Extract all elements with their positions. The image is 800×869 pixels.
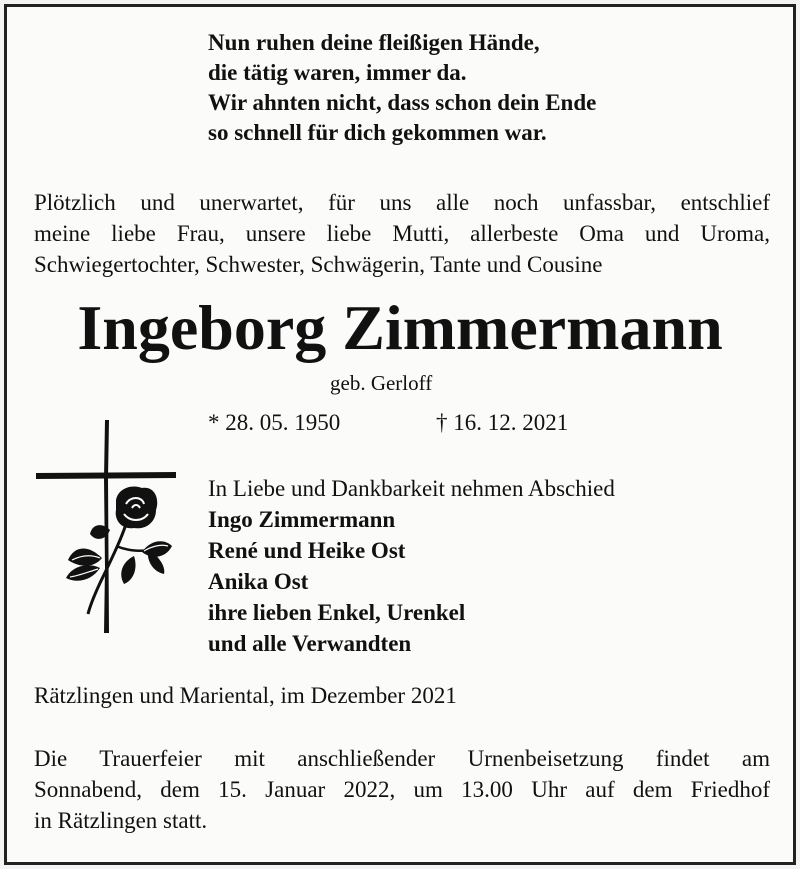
maiden-name: geb. Gerloff [330,371,433,395]
announcement-text [34,187,770,280]
service-line: in Rätzlingen statt. [34,808,208,833]
farewell-section [208,473,615,659]
mourner-name: René und Heike Ost [208,538,406,563]
poem-line: die tätig waren, immer da. [208,60,467,85]
poem [208,28,596,148]
deceased-name: Ingeborg Zimmermann [77,292,723,363]
service-line: Die Trauerfeier mit anschließender Urnenbeisetzung findet am [34,746,770,771]
birth-date: * 28. 05. 1950 [208,410,341,435]
funeral-service-text [34,743,770,836]
announcement-line: Schwiegertochter, Schwester, Schwägerin, Tante und Cousine [34,252,603,277]
farewell-intro: In Liebe und Dankbarkeit nehmen Abschied [208,476,615,501]
cross-with-rose-icon [30,418,180,638]
mourner-name: Anika Ost [208,569,309,594]
place-and-date: Rätzlingen und Mariental, im Dezember 2021 [34,683,457,708]
poem-line: Wir ahnten nicht, dass schon dein Ende [208,90,597,115]
poem-line: Nun ruhen deine fleißigen Hände, [208,30,540,55]
announcement-line: Plötzlich und unerwartet, für uns alle noch unfassbar, entschlief [34,190,770,215]
announcement-line: meine liebe Frau, unsere liebe Mutti, allerbeste Oma und Uroma, [34,221,770,246]
mourner-name: Ingo Zimmermann [208,507,396,532]
mourner-name: ihre lieben Enkel, Urenkel [208,600,466,625]
death-date: † 16. 12. 2021 [436,410,569,435]
poem-line: so schnell für dich gekommen war. [208,120,547,145]
service-line: Sonnabend, dem 15. Januar 2022, um 13.00 Uhr auf dem Friedhof [34,777,770,802]
mourner-name: und alle Verwandten [208,631,412,656]
